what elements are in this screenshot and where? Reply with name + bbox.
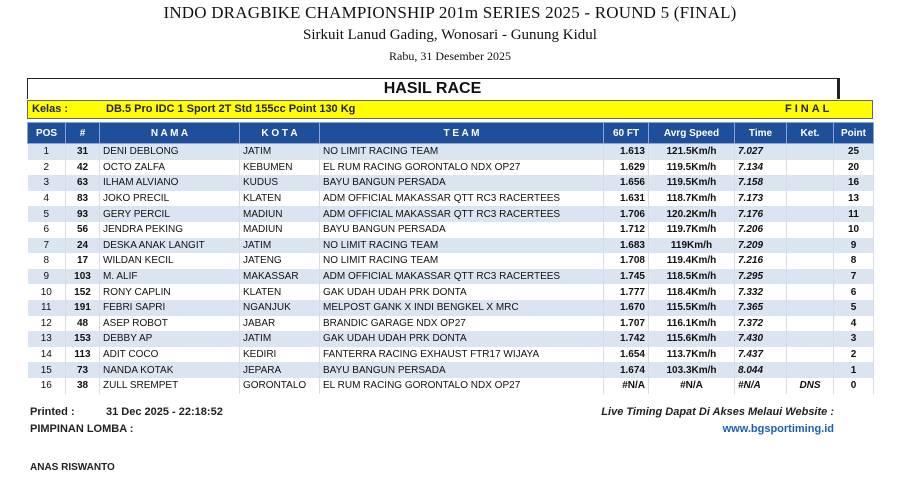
cell-ket	[787, 191, 834, 207]
cell-city: JABAR	[240, 316, 320, 332]
cell-60ft: 1.654	[604, 347, 649, 363]
class-label: Kelas :	[32, 103, 69, 115]
cell-name: RONY CAPLIN	[100, 284, 240, 300]
cell-60ft: 1.613	[604, 144, 649, 160]
cell-point: 9	[834, 238, 874, 254]
cell-team: ADM OFFICIAL MAKASSAR QTT RC3 RACERTEES	[320, 269, 604, 285]
cell-ket	[787, 300, 834, 316]
cell-team: BAYU BANGUN PERSADA	[320, 362, 604, 378]
cell-60ft: 1.629	[604, 160, 649, 176]
cell-number: 73	[66, 362, 100, 378]
cell-point: 4	[834, 316, 874, 332]
col-header-city: K O T A	[240, 123, 320, 144]
col-header-team: T E A M	[320, 123, 604, 144]
cell-pos: 2	[28, 160, 66, 176]
cell-60ft: 1.708	[604, 253, 649, 269]
cell-time: 7.158	[735, 175, 787, 191]
cell-pos: 5	[28, 206, 66, 222]
cell-speed: 118.5Km/h	[649, 269, 735, 285]
cell-time: #N/A	[735, 378, 787, 394]
cell-point: 5	[834, 300, 874, 316]
table-header-row	[28, 123, 874, 144]
table-row	[28, 316, 874, 332]
cell-point: 6	[834, 284, 874, 300]
col-header-speed: Avrg Speed	[649, 123, 735, 144]
col-header-ket: Ket.	[787, 123, 834, 144]
cell-number: 153	[66, 331, 100, 347]
cell-pos: 12	[28, 316, 66, 332]
cell-pos: 14	[28, 347, 66, 363]
cell-name: JENDRA PEKING	[100, 222, 240, 238]
cell-speed: 118.4Km/h	[649, 284, 735, 300]
cell-number: 31	[66, 144, 100, 160]
cell-team: NO LIMIT RACING TEAM	[320, 144, 604, 160]
cell-city: JATIM	[240, 331, 320, 347]
cell-number: 17	[66, 253, 100, 269]
results-table	[27, 122, 874, 394]
cell-pos: 4	[28, 191, 66, 207]
cell-city: JATENG	[240, 253, 320, 269]
cell-name: ASEP ROBOT	[100, 316, 240, 332]
cell-point: 13	[834, 191, 874, 207]
cell-city: MADIUN	[240, 222, 320, 238]
cell-ket	[787, 175, 834, 191]
cell-number: 83	[66, 191, 100, 207]
cell-name: ZULL SREMPET	[100, 378, 240, 394]
cell-60ft: 1.742	[604, 331, 649, 347]
cell-time: 7.173	[735, 191, 787, 207]
cell-number: 191	[66, 300, 100, 316]
cell-team: EL RUM RACING GORONTALO NDX OP27	[320, 160, 604, 176]
table-row	[28, 222, 874, 238]
table-row	[28, 144, 874, 160]
cell-number: 93	[66, 206, 100, 222]
cell-name: FEBRI SAPRI	[100, 300, 240, 316]
col-header-number: #	[66, 123, 100, 144]
class-name: DB.5 Pro IDC 1 Sport 2T Std 155cc Point 130 Kg	[106, 103, 356, 115]
cell-name: DEBBY AP	[100, 331, 240, 347]
cell-speed: 103.3Km/h	[649, 362, 735, 378]
cell-number: 56	[66, 222, 100, 238]
cell-name: GERY PERCIL	[100, 206, 240, 222]
cell-team: NO LIMIT RACING TEAM	[320, 253, 604, 269]
table-row	[28, 284, 874, 300]
cell-team: BAYU BANGUN PERSADA	[320, 175, 604, 191]
col-header-time: Time	[735, 123, 787, 144]
cell-team: GAK UDAH UDAH PRK DONTA	[320, 284, 604, 300]
cell-city: MADIUN	[240, 206, 320, 222]
table-row	[28, 253, 874, 269]
cell-speed: 119.5Km/h	[649, 175, 735, 191]
cell-name: DENI DEBLONG	[100, 144, 240, 160]
cell-time: 7.430	[735, 331, 787, 347]
cell-speed: 115.5Km/h	[649, 300, 735, 316]
cell-number: 113	[66, 347, 100, 363]
cell-time: 8.044	[735, 362, 787, 378]
cell-speed: 118.7Km/h	[649, 191, 735, 207]
cell-name: JOKO PRECIL	[100, 191, 240, 207]
class-bar	[27, 100, 873, 119]
cell-ket	[787, 362, 834, 378]
cell-number: 24	[66, 238, 100, 254]
cell-pos: 16	[28, 378, 66, 394]
cell-speed: 119Km/h	[649, 238, 735, 254]
cell-name: M. ALIF	[100, 269, 240, 285]
cell-city: GORONTALO	[240, 378, 320, 394]
cell-ket	[787, 222, 834, 238]
race-title: HASIL RACE	[27, 78, 840, 99]
cell-point: 7	[834, 269, 874, 285]
cell-name: DESKA ANAK LANGIT	[100, 238, 240, 254]
event-venue: Sirkuit Lanud Gading, Wonosari - Gunung Kidul	[303, 27, 597, 43]
stage-label: FINAL	[785, 103, 833, 115]
event-title: INDO DRAGBIKE CHAMPIONSHIP 201m SERIES 2025 - ROUND 5 (FINAL)	[163, 3, 737, 22]
cell-pos: 11	[28, 300, 66, 316]
pimpinan-label: PIMPINAN LOMBA :	[30, 423, 134, 435]
table-row	[28, 191, 874, 207]
cell-point: 8	[834, 253, 874, 269]
cell-time: 7.365	[735, 300, 787, 316]
cell-60ft: #N/A	[604, 378, 649, 394]
cell-point: 25	[834, 144, 874, 160]
cell-60ft: 1.656	[604, 175, 649, 191]
cell-team: NO LIMIT RACING TEAM	[320, 238, 604, 254]
cell-number: 42	[66, 160, 100, 176]
cell-speed: #N/A	[649, 378, 735, 394]
cell-team: FANTERRA RACING EXHAUST FTR17 WIJAYA	[320, 347, 604, 363]
cell-name: ILHAM ALVIANO	[100, 175, 240, 191]
cell-name: ADIT COCO	[100, 347, 240, 363]
cell-time: 7.209	[735, 238, 787, 254]
cell-team: GAK UDAH UDAH PRK DONTA	[320, 331, 604, 347]
cell-pos: 13	[28, 331, 66, 347]
table-row	[28, 300, 874, 316]
cell-time: 7.332	[735, 284, 787, 300]
cell-time: 7.295	[735, 269, 787, 285]
col-header-point: Point	[834, 123, 874, 144]
cell-city: KEBUMEN	[240, 160, 320, 176]
cell-60ft: 1.777	[604, 284, 649, 300]
cell-number: 48	[66, 316, 100, 332]
cell-name: NANDA KOTAK	[100, 362, 240, 378]
table-row	[28, 175, 874, 191]
cell-speed: 121.5Km/h	[649, 144, 735, 160]
cell-time: 7.437	[735, 347, 787, 363]
cell-speed: 115.6Km/h	[649, 331, 735, 347]
cell-speed: 113.7Km/h	[649, 347, 735, 363]
cell-number: 103	[66, 269, 100, 285]
table-row	[28, 238, 874, 254]
cell-point: 10	[834, 222, 874, 238]
cell-pos: 1	[28, 144, 66, 160]
cell-city: JEPARA	[240, 362, 320, 378]
cell-time: 7.206	[735, 222, 787, 238]
cell-60ft: 1.712	[604, 222, 649, 238]
cell-pos: 9	[28, 269, 66, 285]
cell-speed: 120.2Km/h	[649, 206, 735, 222]
cell-ket: DNS	[787, 378, 834, 394]
cell-pos: 8	[28, 253, 66, 269]
cell-speed: 119.5Km/h	[649, 160, 735, 176]
cell-pos: 7	[28, 238, 66, 254]
cell-point: 1	[834, 362, 874, 378]
cell-ket	[787, 160, 834, 176]
cell-time: 7.216	[735, 253, 787, 269]
cell-point: 3	[834, 331, 874, 347]
cell-pos: 10	[28, 284, 66, 300]
table-row	[28, 362, 874, 378]
cell-city: JATIM	[240, 238, 320, 254]
cell-pos: 6	[28, 222, 66, 238]
cell-number: 152	[66, 284, 100, 300]
cell-60ft: 1.706	[604, 206, 649, 222]
cell-name: OCTO ZALFA	[100, 160, 240, 176]
cell-60ft: 1.670	[604, 300, 649, 316]
cell-team: ADM OFFICIAL MAKASSAR QTT RC3 RACERTEES	[320, 206, 604, 222]
cell-time: 7.134	[735, 160, 787, 176]
cell-60ft: 1.674	[604, 362, 649, 378]
cell-team: MELPOST GANK X INDI BENGKEL X MRC	[320, 300, 604, 316]
table-row	[28, 160, 874, 176]
cell-ket	[787, 347, 834, 363]
cell-point: 2	[834, 347, 874, 363]
cell-team: EL RUM RACING GORONTALO NDX OP27	[320, 378, 604, 394]
cell-team: BRANDIC GARAGE NDX OP27	[320, 316, 604, 332]
cell-time: 7.027	[735, 144, 787, 160]
cell-city: KUDUS	[240, 175, 320, 191]
cell-time: 7.176	[735, 206, 787, 222]
cell-ket	[787, 144, 834, 160]
cell-ket	[787, 316, 834, 332]
cell-team: BAYU BANGUN PERSADA	[320, 222, 604, 238]
cell-speed: 119.7Km/h	[649, 222, 735, 238]
table-row	[28, 206, 874, 222]
cell-time: 7.372	[735, 316, 787, 332]
cell-60ft: 1.745	[604, 269, 649, 285]
cell-ket	[787, 206, 834, 222]
cell-pos: 15	[28, 362, 66, 378]
cell-point: 16	[834, 175, 874, 191]
cell-city: KEDIRI	[240, 347, 320, 363]
event-date: Rabu, 31 Desember 2025	[389, 49, 511, 63]
cell-speed: 116.1Km/h	[649, 316, 735, 332]
cell-point: 20	[834, 160, 874, 176]
cell-ket	[787, 269, 834, 285]
col-header-pos: POS	[28, 123, 66, 144]
col-header-name: N A M A	[100, 123, 240, 144]
cell-ket	[787, 238, 834, 254]
website-link[interactable]: www.bgsportiming.id	[722, 423, 834, 435]
printed-label: Printed :	[30, 406, 75, 418]
live-timing-text: Live Timing Dapat Di Akses Melaui Website :	[601, 406, 834, 418]
table-row	[28, 331, 874, 347]
cell-60ft: 1.707	[604, 316, 649, 332]
results-body	[28, 144, 874, 394]
cell-point: 11	[834, 206, 874, 222]
cell-ket	[787, 331, 834, 347]
cell-60ft: 1.683	[604, 238, 649, 254]
cell-city: KLATEN	[240, 191, 320, 207]
cell-name: WILDAN KECIL	[100, 253, 240, 269]
cell-city: NGANJUK	[240, 300, 320, 316]
cell-60ft: 1.631	[604, 191, 649, 207]
cell-ket	[787, 284, 834, 300]
cell-speed: 119.4Km/h	[649, 253, 735, 269]
cell-point: 0	[834, 378, 874, 394]
cell-city: MAKASSAR	[240, 269, 320, 285]
cell-number: 63	[66, 175, 100, 191]
cell-ket	[787, 253, 834, 269]
table-row	[28, 378, 874, 394]
cell-number: 38	[66, 378, 100, 394]
table-row	[28, 269, 874, 285]
signatory-name: ANAS RISWANTO	[30, 462, 115, 473]
cell-team: ADM OFFICIAL MAKASSAR QTT RC3 RACERTEES	[320, 191, 604, 207]
table-row	[28, 347, 874, 363]
cell-pos: 3	[28, 175, 66, 191]
cell-city: KLATEN	[240, 284, 320, 300]
printed-value: 31 Dec 2025 - 22:18:52	[106, 406, 223, 418]
col-header-60ft: 60 FT	[604, 123, 649, 144]
cell-city: JATIM	[240, 144, 320, 160]
